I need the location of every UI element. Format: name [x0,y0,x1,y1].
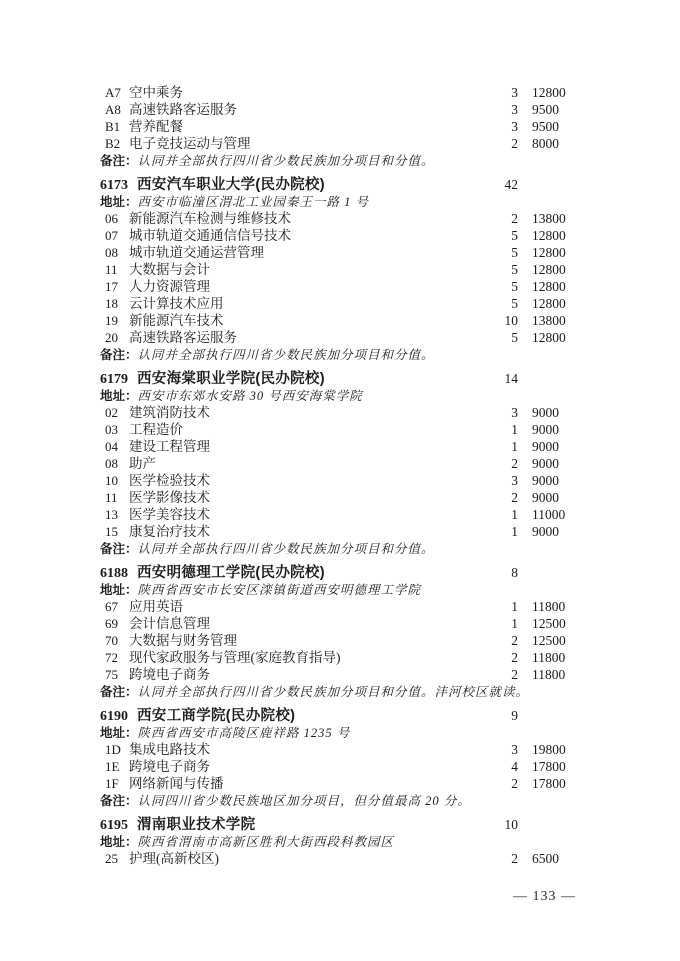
program-row [100,84,580,101]
program-code: A7 [105,85,121,100]
address-label: 地址： [100,726,138,740]
program-code: 06 [105,211,118,226]
program-name: 工程造价 [129,422,183,437]
program-fee: 12800 [532,245,566,260]
program-name: 空中乘务 [129,85,183,100]
program-name: 建设工程管理 [129,439,210,454]
address-row [100,724,580,741]
program-quota: 1 [511,616,518,631]
program-row [100,227,580,244]
program-code: 69 [105,616,118,631]
program-fee: 12500 [532,633,566,648]
program-fee: 12500 [532,616,566,631]
program-row [100,741,580,758]
program-code: 72 [105,650,118,665]
program-row [100,506,580,523]
program-rows [100,210,580,363]
program-code: 15 [105,524,118,539]
program-quota: 5 [511,296,518,311]
program-fee: 9000 [532,439,559,454]
page-number: — 133 — [513,889,576,904]
program-quota: 5 [511,228,518,243]
program-row [100,523,580,540]
address-label: 地址： [100,583,138,597]
program-code: 1E [105,759,120,774]
program-quota: 2 [511,633,518,648]
program-row [100,421,580,438]
program-row [100,404,580,421]
program-quota: 2 [511,776,518,791]
program-fee: 9000 [532,524,559,539]
program-fee: 9000 [532,422,559,437]
address-row [100,581,580,598]
program-quota: 5 [511,262,518,277]
program-row [100,101,580,118]
program-code: 1D [105,742,121,757]
program-name: 新能源汽车检测与维修技术 [129,211,291,226]
institution-section [100,370,580,557]
program-quota: 2 [511,650,518,665]
program-fee: 9000 [532,473,559,488]
program-fee: 13800 [532,313,566,328]
program-code: 04 [105,439,118,454]
program-fee: 11800 [532,599,566,614]
program-code: 10 [105,473,118,488]
program-code: 17 [105,279,118,294]
program-fee: 12800 [532,296,566,311]
institution-code: 6188 [100,566,128,581]
program-name: 集成电路技术 [129,742,210,757]
program-quota: 3 [511,119,518,134]
program-quota: 1 [511,599,518,614]
program-fee: 9500 [532,119,559,134]
program-quota: 3 [511,102,518,117]
program-fee: 6500 [532,851,559,866]
program-code: 08 [105,245,118,260]
institution-code: 6179 [100,372,128,387]
address-label: 地址： [100,195,138,209]
program-row [100,244,580,261]
institution-name: 西安汽车职业大学(民办院校) [137,177,325,193]
program-row [100,312,580,329]
program-fee: 11000 [532,507,566,522]
program-name: 网络新闻与传播 [129,776,224,791]
program-name: 云计算技术应用 [129,296,224,311]
note-row [100,540,580,557]
program-row [100,758,580,775]
program-name: 跨境电子商务 [129,667,210,682]
institution-total-quota: 10 [504,817,518,832]
program-row [100,850,580,867]
institution-header [100,707,580,724]
program-code: 67 [105,599,118,614]
program-fee: 11800 [532,650,566,665]
institution-section [100,176,580,363]
address-text: 西安市临潼区渭北工业园秦王一路 1 号 [137,195,370,209]
note-row [100,152,580,169]
program-name: 营养配餐 [129,119,183,134]
note-label: 备注： [100,542,138,556]
program-name: 高速铁路客运服务 [129,330,237,345]
program-name: 城市轨道交通通信信号技术 [129,228,291,243]
program-code: 13 [105,507,118,522]
program-row [100,278,580,295]
program-fee: 12800 [532,85,566,100]
note-text: 认同并全部执行四川省少数民族加分项目和分值。 [137,154,435,168]
program-name: 建筑消防技术 [129,405,210,420]
program-quota: 2 [511,851,518,866]
program-fee: 9000 [532,456,559,471]
note-label: 备注： [100,348,138,362]
program-row [100,261,580,278]
program-quota: 2 [511,211,518,226]
institution-name: 西安工商学院(民办院校) [137,708,296,724]
program-fee: 12800 [532,262,566,277]
institution-name: 西安海棠职业学院(民办院校) [137,371,325,387]
institution-section [100,707,580,809]
institution-header [100,370,580,387]
note-label: 备注： [100,794,138,808]
program-row [100,472,580,489]
program-fee: 9500 [532,102,559,117]
note-row [100,792,580,809]
program-code: 08 [105,456,118,471]
program-fee: 17800 [532,776,566,791]
program-quota: 3 [511,85,518,100]
program-quota: 5 [511,245,518,260]
program-name: 护理(高新校区) [129,851,219,866]
program-quota: 3 [511,742,518,757]
note-label: 备注： [100,685,138,699]
program-code: 02 [105,405,118,420]
program-row [100,632,580,649]
institution-total-quota: 8 [511,565,518,580]
program-code: 11 [105,262,118,277]
program-name: 现代家政服务与管理(家庭教育指导) [129,650,341,665]
program-code: B2 [105,136,121,151]
program-quota: 1 [511,439,518,454]
program-name: 大数据与会计 [129,262,210,277]
institution-header [100,564,580,581]
program-name: 应用英语 [129,599,183,614]
institution-name: 渭南职业技术学院 [137,817,256,833]
program-name: 人力资源管理 [129,279,210,294]
program-fee: 17800 [532,759,566,774]
program-code: 75 [105,667,118,682]
program-code: 03 [105,422,118,437]
program-code: 20 [105,330,118,345]
note-text: 认同并全部执行四川省少数民族加分项目和分值。沣河校区就读。 [137,685,530,699]
institution-total-quota: 14 [504,371,518,386]
program-fee: 12800 [532,279,566,294]
program-code: 11 [105,490,118,505]
program-name: 新能源汽车技术 [129,313,224,328]
program-quota: 4 [511,759,518,774]
program-row [100,210,580,227]
institution-name: 西安明德理工学院(民办院校) [137,565,325,581]
institution-total-quota: 42 [504,177,518,192]
program-quota: 5 [511,330,518,345]
continuation-block [100,84,580,169]
program-name: 会计信息管理 [129,616,210,631]
program-code: 1F [105,776,119,791]
program-quota: 5 [511,279,518,294]
program-quota: 2 [511,456,518,471]
address-text: 陕西省西安市长安区滦镇街道西安明德理工学院 [137,583,422,597]
program-row [100,118,580,135]
program-fee: 19800 [532,742,566,757]
program-quota: 10 [504,313,518,328]
address-label: 地址： [100,389,138,403]
address-label: 地址： [100,835,138,849]
note-text: 认同并全部执行四川省少数民族加分项目和分值。 [137,542,435,556]
program-row [100,438,580,455]
program-fee: 8000 [532,136,559,151]
program-quota: 2 [511,490,518,505]
program-row [100,649,580,666]
program-name: 城市轨道交通运营管理 [129,245,264,260]
program-code: 70 [105,633,118,648]
institution-header [100,176,580,193]
program-quota: 2 [511,136,518,151]
program-code: 19 [105,313,118,328]
program-row [100,666,580,683]
address-text: 陕西省渭南市高新区胜利大街西段科教园区 [137,835,395,849]
note-label: 备注： [100,154,138,168]
institution-section [100,564,580,700]
program-code: A8 [105,102,121,117]
program-rows [100,850,580,867]
program-name: 医学检验技术 [129,473,210,488]
program-quota: 1 [511,524,518,539]
program-row [100,489,580,506]
program-name: 电子竞技运动与管理 [129,136,251,151]
address-row [100,193,580,210]
institution-code: 6173 [100,178,128,193]
program-code: 25 [105,851,118,866]
program-name: 高速铁路客运服务 [129,102,237,117]
note-text: 认同四川省少数民族地区加分项目，但分值最高 20 分。 [137,794,471,808]
institution-sections [100,176,580,867]
program-row [100,135,580,152]
program-code: 07 [105,228,118,243]
program-rows [100,741,580,809]
program-name: 跨境电子商务 [129,759,210,774]
address-row [100,387,580,404]
program-name: 大数据与财务管理 [129,633,237,648]
program-fee: 12800 [532,330,566,345]
program-fee: 9000 [532,490,559,505]
note-row [100,346,580,363]
program-quota: 3 [511,405,518,420]
program-rows [100,598,580,700]
program-row [100,615,580,632]
program-row [100,775,580,792]
note-text: 认同并全部执行四川省少数民族加分项目和分值。 [137,348,435,362]
program-row [100,598,580,615]
address-text: 西安市东郊水安路 30 号西安海棠学院 [137,389,363,403]
program-quota: 2 [511,667,518,682]
program-fee: 11800 [532,667,566,682]
program-fee: 12800 [532,228,566,243]
program-row [100,329,580,346]
institution-total-quota: 9 [511,708,518,723]
address-row [100,833,580,850]
program-quota: 1 [511,422,518,437]
institution-code: 6195 [100,818,128,833]
program-name: 医学影像技术 [129,490,210,505]
program-rows [100,404,580,557]
program-quota: 1 [511,507,518,522]
program-fee: 9000 [532,405,559,420]
program-name: 助产 [129,456,156,471]
program-fee: 13800 [532,211,566,226]
institution-code: 6190 [100,709,128,724]
institution-section [100,816,580,867]
address-text: 陕西省西安市高陵区鹿祥路 1235 号 [137,726,351,740]
program-row [100,295,580,312]
program-name: 医学美容技术 [129,507,210,522]
program-name: 康复治疗技术 [129,524,210,539]
page-content [100,84,580,867]
institution-header [100,816,580,833]
program-quota: 3 [511,473,518,488]
program-code: 18 [105,296,118,311]
note-row [100,683,580,700]
program-row [100,455,580,472]
program-code: B1 [105,119,121,134]
